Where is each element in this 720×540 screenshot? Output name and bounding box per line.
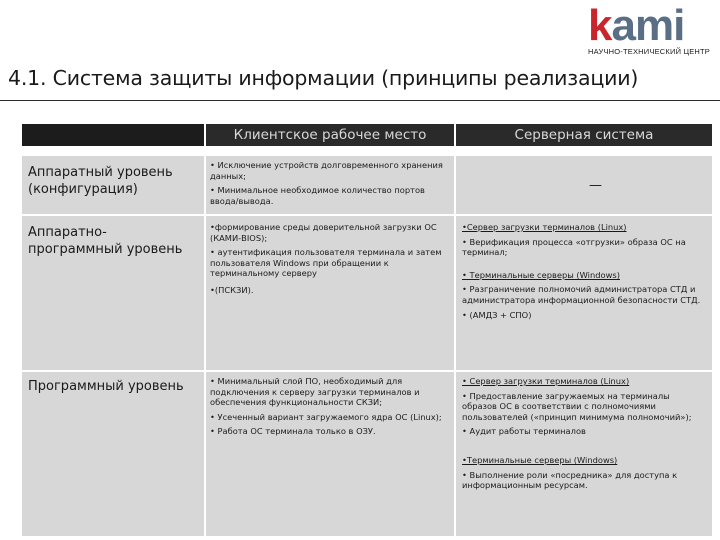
software-client-item: • Работа ОС терминала только в ОЗУ. [210,426,376,437]
hardware-client-cell [210,160,450,210]
software-server-item: • Выполнение роли «посредника» для доступа к информационным ресурсам. [462,469,678,491]
hwsw-client-item: •формирование среды доверительной загрузки ОС (КАМИ-BIOS); [210,222,437,243]
hwsw-server-item: • Разграничение полномочий администратора СТД и администратора информационной безопасности СТД. [462,284,701,305]
col-sep-1 [204,156,206,536]
software-server-link-terminal: •Терминальные серверы (Windows) [462,454,618,465]
protection-table [22,124,712,536]
hwsw-client-item: •(ПСКЗИ). [210,284,254,295]
col-sep-2 [454,156,456,536]
software-server-item: • Предоставление загружаемых на терминалы образов ОС в соответствии с полномочиями пользователей («принцип минимума полномочий»); [462,390,692,422]
hwsw-server-cell [462,222,706,324]
hwsw-client-item: • аутентификация пользователя терминала и затем пользователя Windows при обращении к терминальному серверу [210,247,442,279]
software-server-link-boot: • Сервер загрузки терминалов (Linux) [462,376,630,386]
software-client-item: • Минимальный слой ПО, необходимый для подключения к серверу загрузки терминалов и обеспечения функциональности СКЗИ; [210,376,420,408]
hwsw-server-link-terminal: • Терминальные серверы (Windows) [462,269,620,280]
header-client: Клиентское рабочее место [206,124,454,146]
hardware-client-item: • Минимальное необходимое количество портов ввода/вывода. [210,185,425,206]
logo-subtitle: НАУЧНО-ТЕХНИЧЕСКИЙ ЦЕНТР [588,47,710,56]
company-logo [588,1,710,56]
hardware-client-item: • Исключение устройств долговременного хранения данных; [210,160,443,181]
software-client-item: • Усеченный вариант загружаемого ядра ОС (Linux); [210,411,442,422]
hardware-server-dash: — [589,178,602,193]
hwsw-client-cell [210,222,450,300]
title-underline [0,100,720,101]
header-corner [22,124,204,146]
hwsw-server-item: • (АМДЗ + СПО) [462,309,532,320]
hwsw-server-item: • Верификация процесса «отгрузки» образа ОС на терминал; [462,236,686,258]
slide-title: 4.1. Система защиты информации (принципы реализации) [8,66,639,90]
logo-mark: kami [588,1,685,50]
software-client-cell [210,376,450,441]
row-label-hwsw: Аппаратно-программный уровень [28,225,183,257]
row-label-software: Программный уровень [28,379,184,394]
software-server-item: • Аудит работы терминалов [462,426,586,437]
hwsw-server-link-boot: •Сервер загрузки терминалов (Linux) [462,222,627,232]
software-server-cell [462,376,706,495]
row-label-hardware: Аппаратный уровень (конфигурация) [28,165,173,197]
header-server: Серверная система [456,124,712,146]
